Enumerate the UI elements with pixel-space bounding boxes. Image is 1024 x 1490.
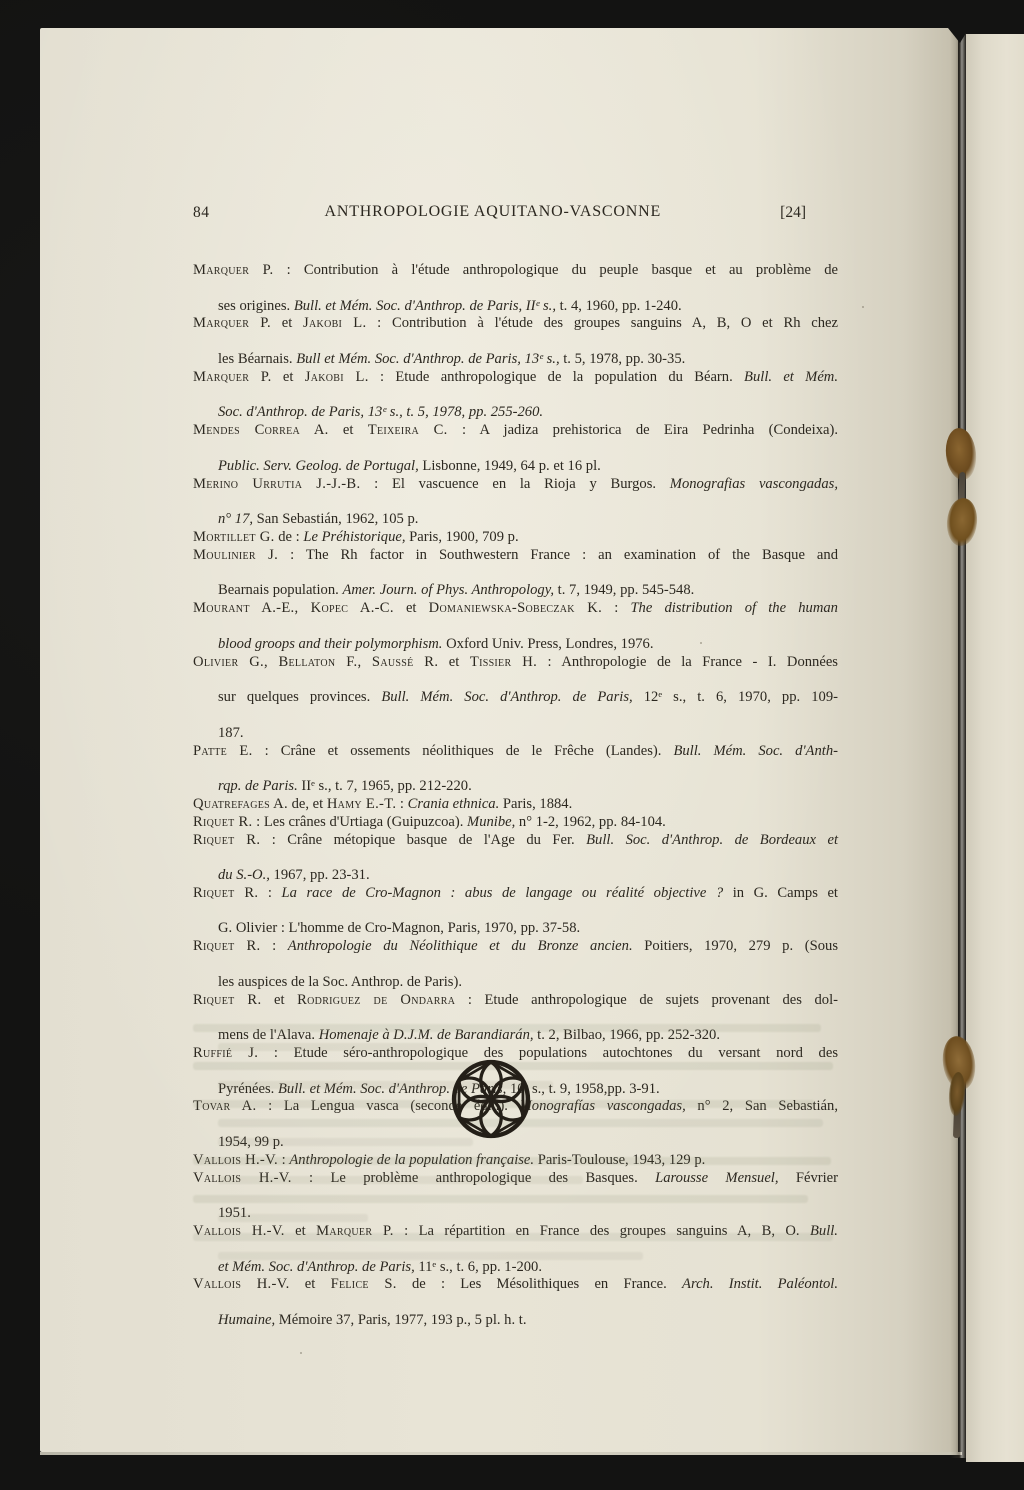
reference-line: Vallois H.-V. : Anthropologie de la population française. Paris-Toulouse, 1943, 129 p.: [193, 1151, 706, 1168]
reference-line: ses origines. Bull. et Mém. Soc. d'Anthrop. de Paris, IIᵉ s., t. 4, 1960, pp. 1-240.: [218, 297, 682, 314]
reference-line: Humaine, Mémoire 37, Paris, 1977, 193 p., 5 pl. h. t.: [218, 1312, 527, 1329]
reference-line: et Mém. Soc. d'Anthrop. de Paris, 11ᵉ s., t. 6, pp. 1-200.: [218, 1258, 542, 1275]
reference-line: Mortillet G. de : Le Préhistorique, Paris, 1900, 709 p.: [193, 528, 519, 545]
show-through-line: [218, 1214, 368, 1222]
paper-speck: [700, 642, 702, 644]
reference-line: n° 17, San Sebastián, 1962, 105 p.: [218, 511, 419, 528]
reference-entry: [193, 529, 838, 547]
reference-entry: [193, 814, 838, 832]
rosette-ornament-icon: [450, 1056, 532, 1142]
reference-line: 187.: [218, 724, 244, 741]
reference-entry: [193, 743, 838, 796]
reference-line: Tovar A. : La Lengua vasca (seconde édit.). Monografías vascongadas, n° 2, San Sebastián,: [193, 1098, 838, 1115]
reference-line: mens de l'Alava. Homenaje à D.J.M. de Barandiarán, t. 2, Bilbao, 1966, pp. 252-320.: [218, 1027, 721, 1044]
page-number: 84: [193, 204, 210, 221]
show-through-line: [193, 1024, 821, 1032]
page-title: ANTHROPOLOGIE AQUITANO-VASCONNE: [324, 203, 662, 220]
reference-line: Vallois H.-V. et Felice S. de : Les Mésolithiques en France. Arch. Instit. Paléontol.: [193, 1276, 838, 1293]
reference-line: Bearnais population. Amer. Journ. of Phys. Anthropology, t. 7, 1949, pp. 545-548.: [218, 582, 695, 599]
show-through-line: [193, 1157, 831, 1165]
reference-line: 1951.: [218, 1205, 251, 1222]
reference-entry: [193, 796, 838, 814]
reference-line: Pyrénées. Bull. et Mém. Soc. d'Anthrop. de Paris, 10ᵉ s., t. 9, 1958,pp. 3-91.: [218, 1080, 660, 1097]
reference-line: Riquet R. : Crâne métopique basque de l'Age du Fer. Bull. Soc. d'Anthrop. de Bordeaux et: [193, 831, 839, 848]
reference-line: Soc. d'Anthrop. de Paris, 13ᵉ s., t. 5, 1978, pp. 255-260.: [218, 404, 544, 421]
reference-line: Marquer P. : Contribution à l'étude anthropologique du peuple basque et au problème de: [193, 262, 838, 278]
reference-entry: [193, 885, 838, 938]
reference-line: Marquer P. et Jakobi L. : Etude anthropologique de la population du Béarn. Bull. et Mém.: [193, 368, 838, 385]
reference-line: blood groops and their polymorphism. Oxford Univ. Press, Londres, 1976.: [218, 635, 654, 652]
reference-line: les Béarnais. Bull et Mém. Soc. d'Anthrop. de Paris, 13ᵉ s., t. 5, 1978, pp. 30-35.: [218, 350, 686, 367]
show-through-line: [218, 1138, 473, 1146]
reference-line: Moulinier J. : The Rh factor in Southwestern France : an examination of the Basque and: [193, 546, 838, 563]
facing-page-edge: [966, 34, 1024, 1462]
show-through-line: [218, 1043, 428, 1051]
reference-line: les auspices de la Soc. Anthrop. de Paris).: [218, 973, 462, 990]
reference-entry: [193, 1276, 838, 1329]
reference-line: Riquet R. : Les crânes d'Urtiaga (Guipuzcoa). Munibe, n° 1-2, 1962, pp. 84-104.: [193, 813, 666, 830]
paper-speck: [300, 1352, 302, 1354]
bracket-number: [24]: [780, 204, 806, 221]
reference-entry: [193, 600, 838, 653]
reference-line: Public. Serv. Geolog. de Portugal, Lisbonne, 1949, 64 p. et 16 pl.: [218, 457, 601, 474]
reference-line: Mourant A.-E., Kopec A.-C. et Domaniewska-Sobeczak K. : The distribution of the human: [193, 600, 838, 617]
reference-entry: [193, 315, 838, 368]
reference-entry: [193, 476, 838, 529]
show-through-line: [193, 1195, 808, 1203]
show-through-line: [218, 1252, 643, 1260]
book-gutter-crease: [950, 30, 966, 1458]
gutter-top-notch: [948, 28, 969, 43]
reference-line: Riquet R. : La race de Cro-Magnon : abus de langage ou réalité objective ? in G. Camps et: [193, 884, 838, 901]
reference-entry: [193, 938, 838, 991]
reference-line: Patte E. : Crâne et ossements néolithiques de le Frêche (Landes). Bull. Mém. Soc. d'Anth-: [193, 742, 838, 759]
show-through-line: [218, 1176, 583, 1184]
paper-speck: [862, 306, 864, 308]
show-through-line: [193, 1233, 833, 1241]
reference-line: Merino Urrutia J.-J.-B. : El vascuence en la Rioja y Burgos. Monografias vascongadas,: [193, 475, 838, 492]
reference-line: Vallois H.-V. : Le problème anthropologique des Basques. Larousse Mensuel, Février: [193, 1169, 839, 1186]
reference-entry: [193, 654, 838, 743]
reference-line: Mendes Correa A. et Teixeira C. : A jadiza prehistorica de Eira Pedrinha (Condeixa).: [193, 422, 838, 439]
reference-line: Riquet R. et Rodriguez de Ondarra : Etude anthropologique de sujets provenant des dol-: [193, 991, 838, 1008]
reference-line: Marquer P. et Jakobi L. : Contribution à l'étude des groupes sanguins A, B, O et Rh chez: [193, 315, 838, 332]
reference-line: Riquet R. : Anthropologie du Néolithique et du Bronze ancien. Poitiers, 1970, 279 p. (Sous: [193, 938, 838, 955]
reference-line: sur quelques provinces. Bull. Mém. Soc. d'Anthrop. de Paris, 12ᵉ s., t. 6, 1970, pp. 109-: [218, 689, 838, 706]
reference-line: Vallois H.-V. et Marquer P. : La répartition en France des groupes sanguins A, B, O. Bull.: [193, 1223, 838, 1240]
reference-line: Ruffié J. : Etude séro-anthropologique des populations autochtones du versant nord des: [193, 1045, 838, 1062]
reference-line: 1954, 99 p.: [218, 1134, 284, 1151]
reference-entry: [193, 547, 838, 600]
reference-line: rqp. de Paris. IIᵉ s., t. 7, 1965, pp. 212-220.: [218, 778, 472, 795]
page-header: [193, 203, 806, 225]
reference-entry: [193, 262, 838, 315]
reference-line: G. Olivier : L'homme de Cro-Magnon, Paris, 1970, pp. 37-58.: [218, 920, 581, 937]
reference-entry: [193, 422, 838, 475]
reference-entry: [193, 369, 838, 422]
reference-line: Quatrefages A. de, et Hamy E.-T. : Crania ethnica. Paris, 1884.: [193, 795, 573, 812]
reference-entry: [193, 832, 838, 885]
reference-line: Olivier G., Bellaton F., Saussé R. et Tissier H. : Anthropologie de la France - I. Données: [193, 653, 838, 670]
reference-line: du S.-O., 1967, pp. 23-31.: [218, 867, 370, 884]
